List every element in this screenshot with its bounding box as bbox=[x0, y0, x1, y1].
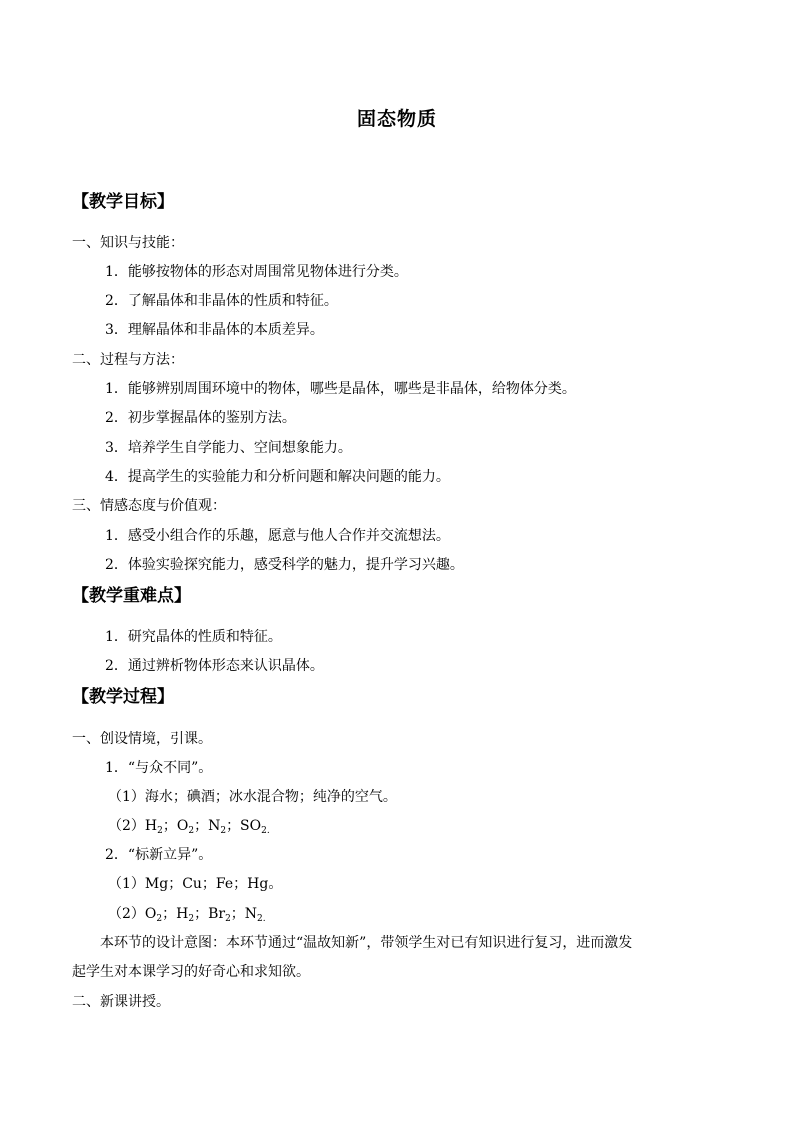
process-answer: （1）海水；碘酒；冰水混合物；纯净的空气。 bbox=[108, 789, 397, 805]
design-intent-line: 起学生对本课学习的好奇心和求知欲。 bbox=[72, 964, 310, 980]
process-answer-formula: $(2)O_2$；$H_2$；$Br_2$；$N_{2.}$ bbox=[108, 906, 266, 924]
objective-item: 3．理解晶体和非晶体的本质差异。 bbox=[105, 322, 324, 338]
process-step: 二、新课讲授。 bbox=[72, 994, 170, 1010]
process-question: 1．“与众不同”。 bbox=[105, 760, 213, 776]
objectives-group-knowledge: 一、知识与技能： bbox=[72, 235, 184, 251]
objective-item: 1．能够辨别周围环境中的物体，哪些是晶体，哪些是非晶体，给物体分类。 bbox=[105, 381, 576, 397]
key-point-item: 1．研究晶体的性质和特征。 bbox=[105, 629, 282, 645]
section-heading-key-points: 【教学重难点】 bbox=[72, 586, 191, 606]
objective-item: 2．体验实验探究能力，感受科学的魅力，提升学习兴趣。 bbox=[105, 557, 464, 573]
section-heading-objectives: 【教学目标】 bbox=[72, 192, 174, 212]
objective-item: 1．能够按物体的形态对周围常见物体进行分类。 bbox=[105, 264, 408, 280]
process-answer: （1）Mg；Cu；Fe；Hg。 bbox=[108, 876, 283, 892]
process-answer-formula: $(2)H_2$；$O_2$；$N_2$；$SO_{2.}$ bbox=[108, 818, 270, 836]
objectives-group-process: 二、过程与方法： bbox=[72, 352, 184, 368]
document-title: 固态物质 bbox=[356, 108, 437, 130]
process-step: 一、创设情境，引课。 bbox=[72, 731, 212, 747]
section-heading-process: 【教学过程】 bbox=[72, 687, 174, 707]
process-question: 2．“标新立异”。 bbox=[105, 847, 213, 863]
objective-item: 1．感受小组合作的乐趣，愿意与他人合作并交流想法。 bbox=[105, 528, 450, 544]
objective-item: 2．初步掌握晶体的鉴别方法。 bbox=[105, 410, 296, 426]
key-point-item: 2．通过辨析物体形态来认识晶体。 bbox=[105, 658, 324, 674]
objective-item: 4．提高学生的实验能力和分析问题和解决问题的能力。 bbox=[105, 469, 450, 485]
objective-item: 2．了解晶体和非晶体的性质和特征。 bbox=[105, 293, 338, 309]
objective-item: 3．培养学生自学能力、空间想象能力。 bbox=[105, 440, 352, 456]
design-intent-line: 本环节的设计意图：本环节通过“温故知新”，带领学生对已有知识进行复习，进而激发 bbox=[100, 935, 633, 951]
objectives-group-attitude: 三、情感态度与价值观： bbox=[72, 498, 226, 514]
